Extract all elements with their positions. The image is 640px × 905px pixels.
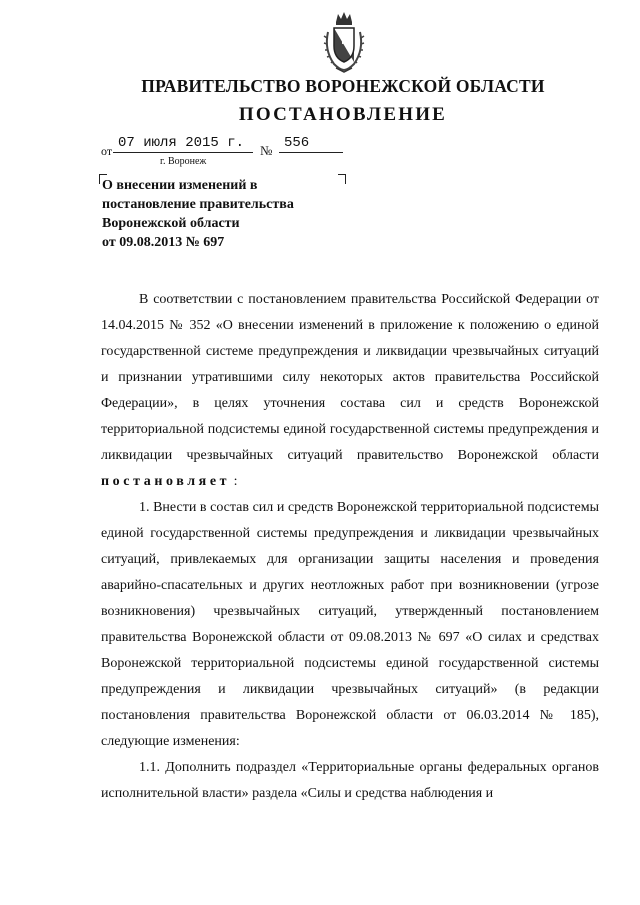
date-prefix-label: от	[101, 144, 113, 158]
subject-line: постановление правительства	[102, 197, 294, 212]
organization-title: ПРАВИТЕЛЬСТВО ВОРОНЕЖСКОЙ ОБЛАСТИ	[141, 76, 545, 96]
document-body	[101, 287, 599, 807]
document-subject	[102, 176, 342, 252]
voronezh-coat-of-arms-icon	[322, 10, 366, 74]
subject-line: от 09.08.2013 № 697	[102, 235, 225, 250]
subject-line: О внесении изменений в	[102, 178, 258, 193]
date-underline	[113, 152, 253, 153]
body-paragraph-item-1-1: 1.1. Дополнить подраздел «Территориальные органы федеральных органов исполнительной власти» раздела «Силы и средства наблюдения и	[101, 760, 599, 801]
document-number: 556	[284, 135, 310, 151]
number-label: №	[260, 143, 273, 158]
city-label: г. Воронеж	[160, 156, 207, 167]
preamble-text: В соответствии с постановлением правительства Российской Федерации от 14.04.2015 № 352 «О внесении изменений в приложение к положению о единой государственной системе предупреждения и ликвидации чрезвычайных ситуаций и признании утратившими силу некоторых актов правительства Российской Федерации», в целях уточнения состава сил и средств Воронежской территориальной подсистемы единой государственной системы предупреждения и ликвидации чрезвычайных ситуаций правительство Воронежской области	[101, 292, 599, 463]
resolves-keyword: постановляет	[101, 474, 231, 489]
body-paragraph-item-1: 1. Внести в состав сил и средств Воронежской территориальной подсистемы единой государственной системы предупреждения и ликвидации чрезвычайных ситуаций, привлекаемых для организации защиты населения и проведения аварийно-спасательных и других неотложных работ при возникновении (угрозе возникновения) чрезвычайных ситуаций, утвержденный постановлением правительства Воронежской области от 09.08.2013 № 697 «О силах и средствах Воронежской территориальной подсистемы единой государственной системы предупреждения и ликвидации чрезвычайных ситуаций» (в редакции постановления правительства Воронежской области от 06.03.2014 № 185), следующие изменения:	[101, 500, 599, 749]
body-paragraph-preamble	[101, 287, 599, 495]
subject-line: Воронежской области	[102, 216, 240, 231]
preamble-end: :	[233, 474, 238, 489]
number-underline	[279, 152, 343, 153]
document-date: 07 июля 2015 г.	[118, 135, 245, 151]
document-type-heading: ПОСТАНОВЛЕНИЕ	[238, 104, 448, 125]
